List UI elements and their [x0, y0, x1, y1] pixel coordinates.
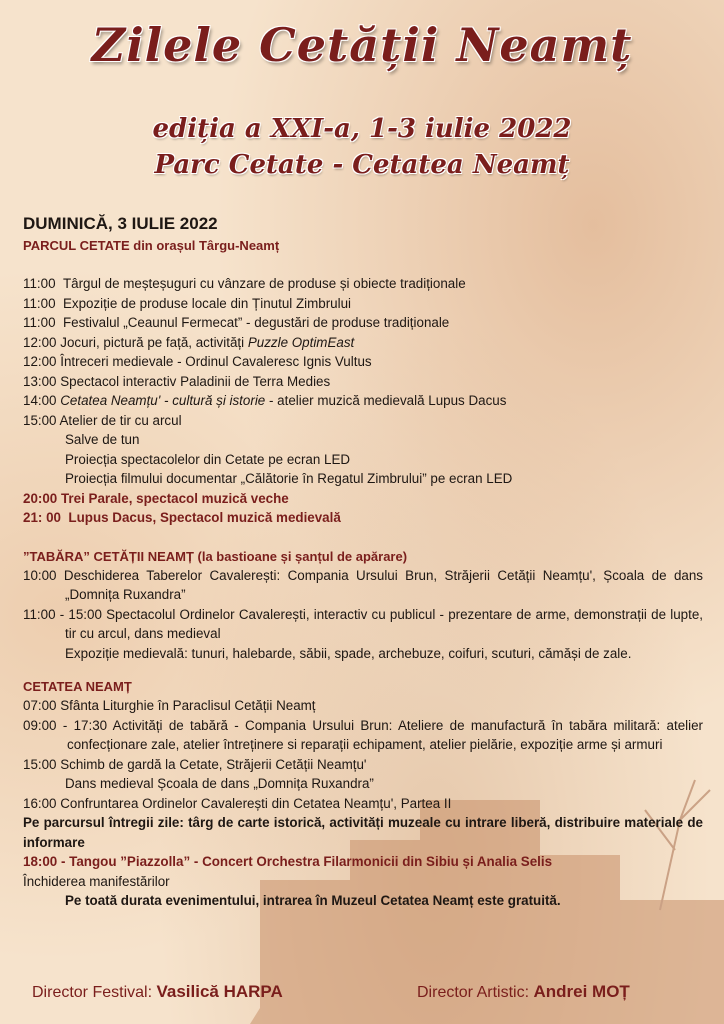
- section-heading-parc: PARCUL CETATE din orașul Târgu-Neamț: [23, 238, 280, 253]
- location-subtitle: Parc Cetate - Cetatea Neamț: [154, 150, 570, 180]
- schedule-row: [23, 274, 703, 294]
- row-time: 14:00: [23, 393, 57, 408]
- row-time: 20:00: [23, 490, 58, 506]
- row-text: Spectacol interactiv Paladinii de Terra Medies: [60, 373, 331, 389]
- row-time: 15:00: [23, 412, 57, 428]
- row-time: 13:00: [23, 373, 57, 389]
- row-text: Atelier de tir cu arcul: [59, 412, 182, 428]
- row-text: Trei Parale, spectacol muzică veche: [60, 490, 289, 506]
- row-text: Târgul de meșteșuguri cu vânzare de produse și obiecte tradiționale: [62, 276, 466, 291]
- schedule-subrow: Salve de tun: [65, 432, 140, 447]
- section-heading-tabara: ”TABĂRA” CETĂȚII NEAMȚ (la bastioane și șanțul de apărare): [23, 548, 408, 564]
- row-text: Expoziție de produse locale din Ținutul Zimbrului: [62, 295, 352, 311]
- row-text: Festivalul „Ceaunul Fermecat” - degustări de produse tradiționale: [62, 315, 450, 330]
- schedule-row: [23, 294, 703, 314]
- schedule-row: 07:00 Sfânta Liturghie în Paraclisul Cetății Neamț: [23, 698, 316, 713]
- artistic-director-name: Andrei MOȚ: [533, 982, 630, 1001]
- schedule-subrow: Proiecția spectacolelor din Cetate pe ecran LED: [65, 451, 351, 467]
- schedule-row: [23, 333, 703, 353]
- artistic-director-label: Director Artistic:: [417, 984, 530, 1001]
- highlight-row: [23, 489, 703, 509]
- festival-director: [32, 982, 283, 1002]
- schedule-item: 10:00 Deschiderea Taberelor Cavalerești: Compania Ursului Brun, Străjerii Cetății Neamțu', Școala de dans „Domnița Ruxandra”: [23, 567, 703, 602]
- schedule-row: 16:00 Confruntarea Ordinelor Cavalerești din Cetatea Neamțu', Partea II: [23, 795, 452, 811]
- festival-director-name: Vasilică HARPA: [156, 982, 283, 1001]
- schedule-row: [23, 411, 703, 431]
- artistic-director: [417, 982, 630, 1002]
- schedule-row: 15:00 Schimb de gardă la Cetate, Străjerii Cetății Neamțu': [23, 756, 367, 772]
- festival-director-label: Director Festival:: [32, 984, 153, 1001]
- spacer: [23, 528, 703, 547]
- spacer: [23, 255, 703, 274]
- concert-highlight: 18:00 - Tangou ”Piazzolla” - Concert Orchestra Filarmonicii din Sibiu și Analia Selis: [23, 854, 553, 869]
- schedule-item: Expoziție medievală: tunuri, halebarde, săbii, spade, archebuze, coifuri, scuturi, cămăși de zale.: [65, 645, 632, 661]
- row-time: 21: 00: [23, 510, 61, 525]
- schedule-row: [23, 372, 703, 392]
- schedule-subrow: Proiecția filmului documentar „Călătorie în Regatul Zimbrului” pe ecran LED: [65, 471, 513, 486]
- schedule-row: [23, 391, 703, 411]
- program: [23, 212, 703, 911]
- row-text: Întreceri medievale - Ordinul Cavaleresc Ignis Vultus: [60, 354, 372, 369]
- row-text: Jocuri, pictură pe față, activități: [60, 334, 245, 350]
- schedule-item: 09:00 - 17:30 Activități de tabără - Compania Ursului Brun: Ateliere de manufactură în tabăra militară: atelier confecționare zale, atelier întreținere si reparații echipament, atelier pielărie, expoziție arme și armuri: [23, 717, 703, 752]
- schedule-item: 11:00 - 15:00 Spectacolul Ordinelor Cavalerești, interactiv cu publicul - prezentare de arme, demonstrații de lupte, tir cu arcul, dans medieval: [23, 606, 703, 641]
- row-emphasis: Cetatea Neamțu' - cultură și istorie: [60, 393, 266, 408]
- row-emphasis: Puzzle OptimEast: [247, 334, 355, 350]
- row-time: 12:00: [23, 334, 57, 350]
- schedule-subrow: Dans medieval Școala de dans „Domnița Ruxandra”: [65, 776, 374, 791]
- edition-subtitle: ediția a XXI-a, 1-3 iulie 2022: [152, 114, 572, 144]
- row-time: 11:00: [23, 276, 56, 291]
- row-text: Lupus Dacus, Spectacol muzică medievală: [68, 510, 341, 525]
- closing-note: Închiderea manifestărilor: [23, 873, 170, 889]
- row-time: 12:00: [23, 354, 57, 369]
- free-entry-note: Pe toată durata evenimentului, intrarea în Muzeul Cetatea Neamț este gratuită.: [65, 893, 561, 908]
- day-heading: DUMINICĂ, 3 IULIE 2022: [23, 214, 218, 233]
- poster-title: Zilele Cetății Neamț: [91, 18, 633, 72]
- row-text: - atelier muzică medievală Lupus Dacus: [268, 393, 507, 408]
- all-day-note: Pe parcursul întregii zile: târg de carte istorică, activități muzeale cu intrare liberă, distribuire materiale de informare: [23, 815, 703, 850]
- schedule-row: [23, 352, 703, 372]
- schedule-row: [23, 313, 703, 333]
- highlight-row: [23, 508, 703, 528]
- row-time: 11:00: [23, 315, 56, 330]
- spacer: [23, 663, 703, 677]
- row-time: 11:00: [23, 295, 56, 311]
- section-heading-cetatea: CETATEA NEAMȚ: [23, 679, 132, 694]
